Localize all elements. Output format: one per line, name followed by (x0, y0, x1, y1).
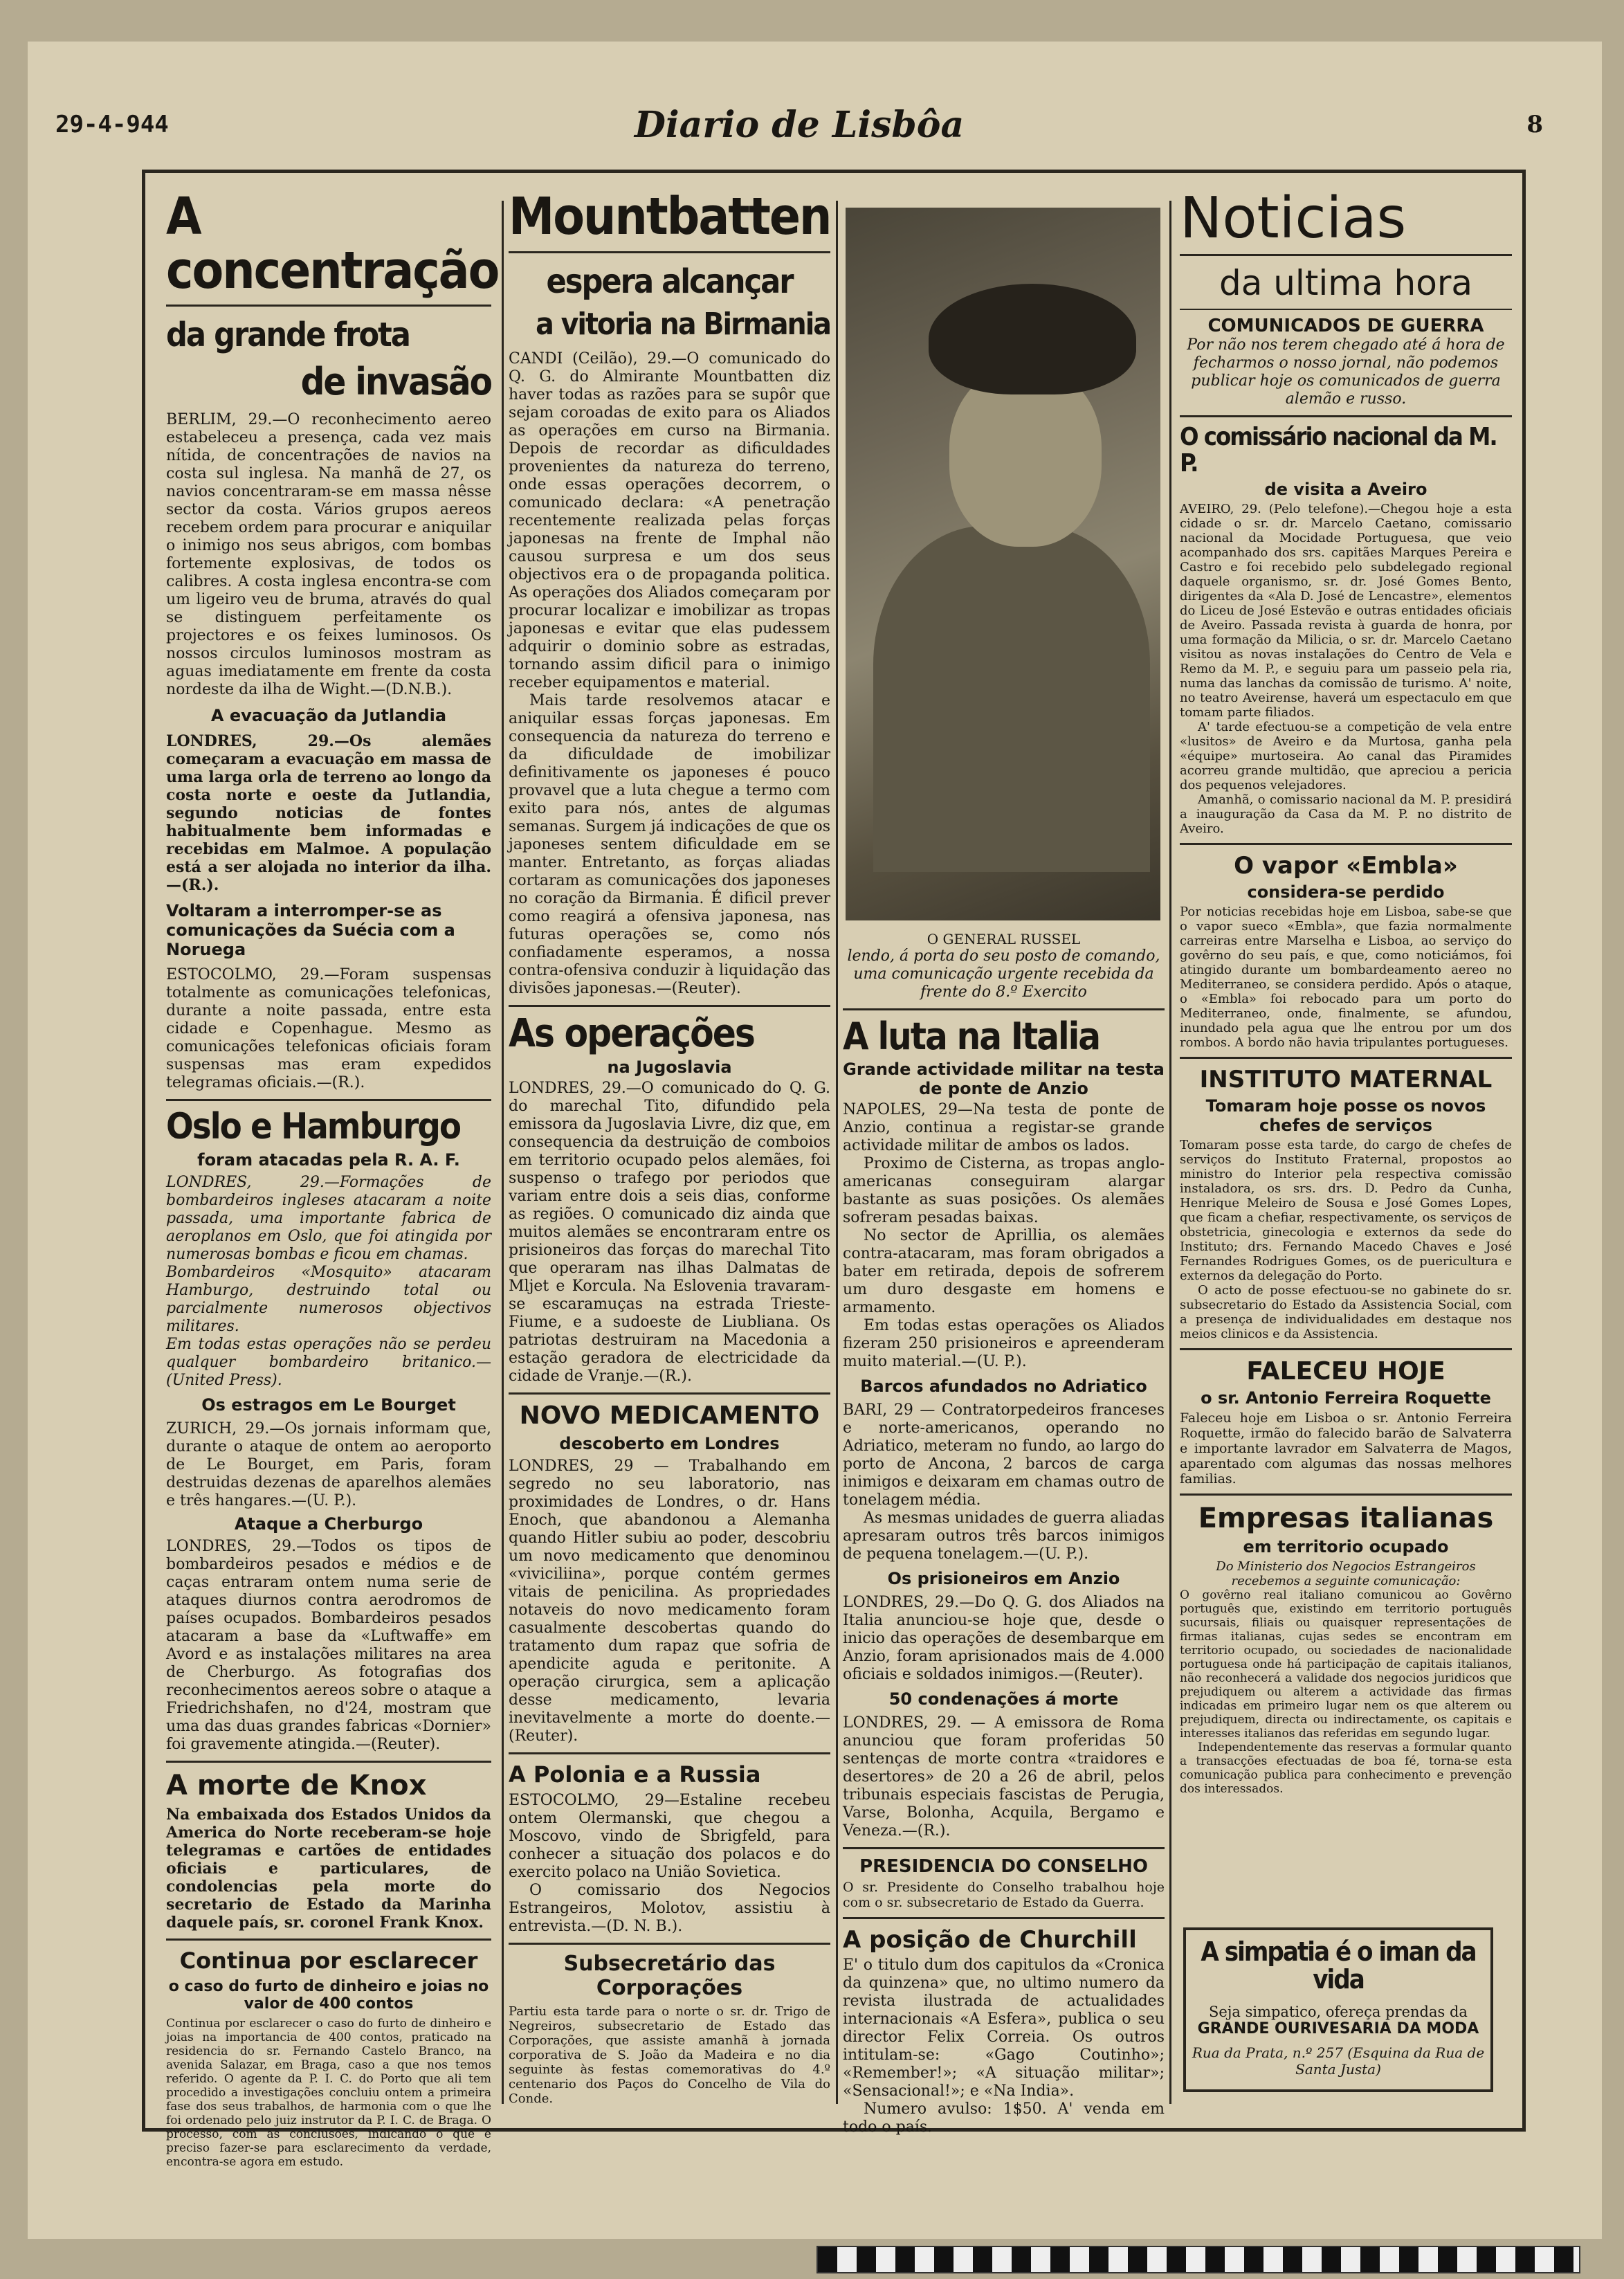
subhead-le-bourget: Os estragos em Le Bourget (201, 1395, 456, 1415)
headline-medicamento: NOVO MEDICAMENTO (519, 1401, 820, 1431)
headline-invasao: de invasão (300, 359, 491, 403)
article-aprillia: No sector de Aprillia, os alemães contra-atacaram, mas foram obrigados a bater em retirada, depois de sofrerem um duro desgaste em homens e armamento. (843, 1226, 1165, 1316)
article-suecia: ESTOCOLMO, 29.—Foram suspensas totalmente as comunicações telefonicas, durante a noite passada, entre esta cidade e Copenhague. Mesmo as comunicações telefonicas oficiais foram suspensas mas eram expedidos telegramas oficiais.—(R.). (166, 966, 491, 1092)
headline-concentracao: A concentração (166, 187, 499, 300)
article-bari: BARI, 29 — Contratorpedeiros franceses e norte-americanos, operando no Adriatico, meteram no fundo, ao largo do porto de Ancona, 2 barcos de carga inimigos e deixaram em chamas outro de tonelagem média. (843, 1401, 1165, 1509)
article-avulso: Numero avulso: 1$50. A' venda em todo o país. (843, 2100, 1165, 2136)
article-medicamento: LONDRES, 29 — Trabalhando em segredo no seu laboratorio, nas proximidades de Londres, o dr. Hans Enoch, que abandonou a Alemanha quando Hitler subiu ao poder, descobriu um novo medicamento que denominou «viviciliina», porque contém germes vitais de penicilina. As propriedades notaveis do novo medicamento foram casualmente descobertas quando do tratamento dum rapaz que sofria de apendicite aguda e peritonite. A operação cirurgica, sem a aplicação desse medicamento, levaria inevitavelmente a morte do doente.—(Reuter). (509, 1458, 830, 1745)
ad-address: Rua da Prata, n.º 257 (Esquina da Rua de Santa Justa) (1192, 2044, 1485, 2078)
masthead (55, 104, 1543, 166)
article-presidencia: O sr. Presidente do Conselho trabalhou hoje com o sr. subsecretario de Estado da Guerra. (843, 1879, 1165, 1910)
column-2 (509, 187, 831, 2107)
article-aveiro: AVEIRO, 29. (Pelo telefone).—Chegou hoje a esta cidade o sr. dr. Marcelo Caetano, comissario nacional da Mocidade Portuguesa, que veio acompanhado dos srs. capitães Marques Pereira e Castro e foi recebido pelo subdelegado regional daquele organismo, sr. dr. José Gomes Bento, dirigentes da «Ala D. José de Lencastre», elementos do Liceu de José Estevão e outras entidades oficiais de Aveiro. Passada revista à guarda de honra, por uma formação da Milicia, o sr. dr. Marcelo Caetano visitou as novas instalações do Centro de Vela e Remo da M. P., e seguiu para um passeio pela ria, numa das lanchas da comissão de turismo. A' noite, no teatro Aveirense, haverá um espectaculo em que tomam parte filiados. (1180, 501, 1512, 720)
subhead-medicamento: descoberto em Londres (559, 1434, 780, 1454)
subhead-furto: o caso do furto de dinheiro e joias no valor de 400 contos (168, 1978, 489, 2013)
article-molotov: O comissario dos Negocios Estrangeiros, Molotov, assistiu à entrevista.—(D. N. B.). (509, 1882, 830, 1936)
subhead-instituto: Tomaram hoje posse os novos chefes de serviços (1205, 1096, 1486, 1135)
headline-luta-italia: A luta na Italia (843, 1015, 1100, 1058)
article-birmania: CANDI (Ceilão), 29.—O comunicado do Q. G. do Almirante Mountbatten diz haver todas as razões para se supôr que sejam coroadas de exito para os Aliados as operações em curso na Birmania. Depois de recordar as dificuldades provenientes da natureza do terreno, onde essas operações decorrem, o comunicado declara: «A penetração recentemente realizada pelas forças japonesas na frente de Imphal não causou surpresa e um dos seus objectivos era o de propaganda politica. As operações dos Aliados começaram por procurar localizar e imobilizar as tropas japonesas e evitar que elas pudessem adquirir o dominio sobre as estradas, tornando assim dificil para o inimigo receber equipamentos e material. (509, 350, 830, 692)
article-condenacoes: LONDRES, 29. — A emissora de Roma anunciou que foram proferidas 50 sentenças de morte contra «traidores e desertores» de 20 a 26 de abril, pelos tribunais especiais fascistas de Perugia, Varse, Bolonha, Acquila, Bergamo e Veneza.—(R.). (843, 1714, 1165, 1840)
subhead-roquette: o sr. Antonio Ferreira Roquette (1201, 1388, 1491, 1408)
subhead-embla: considera-se perdido (1247, 882, 1445, 902)
column-1 (166, 187, 499, 2170)
subhead-suecia-noruega: Voltaram a interromper-se as comunicações da Suécia com a Noruega (166, 901, 455, 960)
column-rule (502, 201, 504, 2104)
column-rule (836, 201, 838, 2104)
article-furto: Continua por esclarecer o caso do furto de dinheiro e joias na importancia de 400 contos, praticado na residencia do sr. Fernando Castelo Branco, na avenida Salazar, em Braga, caso a que nos temos referido. O agente da P. I. C. do Porto que ali tem procedido a investigações concluiu ontem a primeira fase dos seus trabalhos, de harmonia com o que lhe foi ordenado pelo juiz instrutor da P. I. C. de Braga. O processo, com as conclusões, indicando o que é preciso fazer-se para esclarecimento da verdade, encontra-se agora em estudo. (166, 2017, 491, 2170)
article-aveiro-2: A' tarde efectuou-se a competição de vela entre «lusitos» de Aveiro e da Murtosa, ganha pela «équipe» murtoseira. Ao canal das Piramides acorreu grande multidão, que apreciou a pericia dos pequenos velejadores. (1180, 719, 1512, 792)
article-roquette: Faleceu hoje em Lisboa o sr. Antonio Ferreira Roquette, irmão do falecido barão de Salvaterra e importante lavrador em Salvaterra de Magos, aparentado com algumas das nossas melhores familias. (1180, 1410, 1512, 1487)
article-polonia: ESTOCOLMO, 29—Estaline recebeu ontem Olermanski, que chegou a Moscovo, vindo de Sbrigfeld, para conhecer a situação dos polacos e do exercito polaco na União Sovietica. (509, 1792, 830, 1882)
headline-polonia: A Polonia e a Russia (509, 1761, 761, 1788)
article-jutlandia: LONDRES, 29.—Os alemães começaram a evacuação em massa de uma larga orla de terreno ao longo da costa norte e oeste da Jutlandia, segundo noticias de fontes habitualmente bem informadas e recebidas em Malmoe. A população está a ser alojada no interior da ilha.—(R.). (166, 732, 491, 895)
article-embla: Por noticias recebidas hoje em Lisboa, sabe-se que o vapor sueco «Embla», que fazia normalmente carreiras entre Marselha e Lisboa, ao serviço do govêrno do seu país, e que, como noticiámos, foi atingido durante um bombardeamento aereo no Mediterraneo, se considera perdido. Após o ataque, o «Embla» foi rebocado para um porto do Mediterraneo, onde, finalmente, se afundou, inundado pela agua que lhe entrou por um dos rombos. A bordo não havia tripulantes portugueses. (1180, 904, 1512, 1050)
headline-vitoria: a vitoria na Birmania (536, 307, 830, 343)
headline-churchill: A posição de Churchill (843, 1925, 1137, 1954)
article-cisterna: Proximo de Cisterna, as tropas anglo-americanas conseguiram alargar bastante as suas posições. Os alemães sofreram pesadas baixas. (843, 1154, 1165, 1226)
headline-instituto: INSTITUTO MATERNAL (1199, 1065, 1493, 1093)
article-empresas: O govêrno real italiano comunicou ao Govêrno português que, existindo em territorio português sucursais, filiais ou quaisquer representações de firmas italianas, cujas sedes se encontram em territorio ocupado, ou sociedades de nacionalidade portuguesa onde há participação de capitais italianos, não reconhecerá a validade dos negocios juridicos que prejudiquem ou alterem a actividade das firmas indicadas em primeiro lugar nem os que alterem ou prejudiquem, directa ou indirectamente, os capitais e interesses italianos das referidas em segundo lugar. (1180, 1588, 1512, 1741)
subhead-cherburgo: Ataque a Cherburgo (234, 1514, 423, 1534)
subhead-jugoslavia: na Jugoslavia (607, 1057, 732, 1078)
photo-caption: lendo, á porta do seu posto de comando, uma comunicação urgente recebida da frente do 8.º Exercito (847, 947, 1160, 1001)
article-cherburgo: LONDRES, 29.—Todos os tipos de bombardeiros pesados e médios e de caças entraram ontem numa serie de ataques diurnos contra aerodromos de países ocupados. Bombardeiros pesados atacaram a base da «Luftwaffe» em Avord e as instalações militares na area de Cherburgo. As fotografias dos reconhecimentos aereos sobre o ataque a Friedrichshafen, no d'24, mostram que uma das duas grandes fabricas «Dornier» foi gravemente atingida.—(Reuter). (166, 1538, 491, 1754)
article-concentracao: BERLIM, 29.—O reconhecimento aereo estabeleceu a presença, cada vez mais nítida, de concentrações de navios na costa sul inglesa. Na manhã de 27, os navios concentraram-se em massa nêsse sector da costa. Vários grupos aereos recebem ordem para procurar e aniquilar o inimigo nos seus abrigos, com bombas fortemente explosivas, de todos os calibres. A costa inglesa encontra-se com um ligeiro veu de bruma, através do qual se distinguem perfeitamente os projectores e os feixes luminosos. Os nossos circulos luminosos mostram as aguas imediatamente em frente da costa nordeste da ilha de Wight.—(D.N.B.). (166, 411, 491, 699)
headline-embla: O vapor «Embla» (1234, 851, 1458, 880)
ad-store-name: GRANDE OURIVESARIA DA MODA (1197, 2019, 1479, 2037)
headline-operacoes: As operações (509, 1011, 754, 1057)
column-rule (1169, 201, 1171, 2104)
article-comunicados: Por não nos terem chegado até á hora de fecharmos o nosso jornal, não podemos publicar hoje os comunicados de guerra alemão e russo. (1187, 336, 1505, 408)
article-empresas-intro: Do Ministerio dos Negocios Estrangeiros recebemos a seguinte comunicação: (1216, 1559, 1476, 1588)
advertisement-box (1183, 1927, 1493, 2092)
issue-date: 29-4-944 (55, 111, 169, 138)
headline-oslo-hamburgo: Oslo e Hamburgo (166, 1106, 461, 1148)
headline-furto: Continua por esclarecer (179, 1947, 478, 1974)
column-4 (1180, 185, 1512, 1921)
headline-comissario: O comissário nacional da M. P. (1180, 423, 1497, 478)
subhead-adriatico: Barcos afundados no Adriatico (860, 1376, 1147, 1396)
column-3 (843, 931, 1165, 2136)
photo-general-russel (846, 208, 1160, 920)
article-instituto: Tomaram posse esta tarde, do cargo de chefes de serviços do Instituto Fraternal, propostos ao ministro do Interior pela respectiva comissão instaladora, os srs. drs. D. Pedro da Cunha, Henrique Meleiro de Sousa e José Gomes Lopes, que ficam a chefiar, respectivamente, os serviços de obstetricia, ginecologia e externos da sede do Instituto; drs. Fernando Macedo Chaves e José Fernandes Rodrigues Gomes, os de puericultura e externos da delegação do Porto. (1180, 1137, 1512, 1283)
article-napoles: NAPOLES, 29—Na testa de ponte de Anzio, continua a registar-se grande actividade militar de ambos os lados. (843, 1100, 1165, 1154)
article-churchill: E' o titulo dum dos capitulos da «Cronica da quinzena» que, no ultimo numero da revista ilustrada de actualidades internacionais «A Esfera», publica o seu director Felix Correia. Os outros intitulam-se: «Gago Coutinho»; «Remember!»; «A situação militar»; «Sensacional!»; e «Na India». (843, 1956, 1165, 2100)
subhead-condenacoes: 50 condenações á morte (888, 1689, 1119, 1709)
headline-espera: espera alcançar (546, 262, 793, 301)
photo-caption-title: O GENERAL RUSSEL (927, 931, 1081, 947)
subhead-raf: foram atacadas pela R. A. F. (197, 1150, 460, 1170)
article-knox: Na embaixada dos Estados Unidos da America do Norte receberam-se hoje telegramas e cartões de entidades oficiais e particulares, de condolencias pela morte do secretario de Estado da Marinha daquele país, sr. coronel Frank Knox. (166, 1806, 491, 1932)
article-birmania-2: Mais tarde resolvemos atacar e aniquilar essas forças japonesas. Em consequencia da natureza do terreno e da dificuldade de imobilizar definitivamente os japoneses é pouco provavel que a luta chegue a termo com exito para nós, antes de algumas semanas. Surgem já indicações de que os japoneses sentem dificuldade em se manter. Entretanto, as forças aliadas cortaram as comunicações dos japoneses no coração da Birmania. É dificil prever como reagirá a ofensiva japonesa, nas futuras operações se, como nós confiadamente esperamos, a nossa contra-ofensiva conduzir à liquidação das divisões japonesas.—(Reuter). (509, 692, 830, 998)
scan-ruler (816, 2246, 1580, 2273)
headline-ultima-hora: da ultima hora (1219, 263, 1473, 303)
subhead-aveiro: de visita a Aveiro (1264, 479, 1427, 499)
article-mosquito: Bombardeiros «Mosquito» atacaram Hamburgo, destruindo total ou parcialmente numerosos objectivos militares. (166, 1264, 491, 1336)
headline-faleceu: FALECEU HOJE (1246, 1356, 1445, 1386)
article-subsecretario: Partiu esta tarde para o norte o sr. dr. Trigo de Negreiros, subsecretario de Estado das Corporações, que assiste amanhã à jornada corporativa de S. João da Madeira e no dia seguinte às festas comemorativas do 4.º centenario dos Paços do Concelho de Vila do Conde. (509, 2004, 830, 2107)
subhead-anzio: Grande actividade militar na testa de ponte de Anzio (843, 1059, 1165, 1098)
ad-headline: A simpatia é o iman da vida (1201, 1936, 1476, 1995)
article-bari-2: As mesmas unidades de guerra aliadas apresaram outros três barcos inimigos de pequena tonelagem.—(U. P.). (843, 1509, 1165, 1563)
article-instituto-2: O acto de posse efectuou-se no gabinete do sr. subsecretario do Estado da Assistencia Social, com a presença de individualidades em destaque nos meios clinicos e da Assistencia. (1180, 1282, 1512, 1341)
article-anzio: LONDRES, 29.—Do Q. G. dos Aliados na Italia anunciou-se hoje que, desde o inicio das operações de desembarque em Anzio, foram aprisionados mais de 4.000 oficiais e soldados inimigos.—(Reuter). (843, 1593, 1165, 1683)
headline-empresas: Empresas italianas (1198, 1502, 1494, 1534)
headline-morte-knox: A morte de Knox (166, 1770, 427, 1802)
subhead-empresas: em territorio ocupado (1243, 1536, 1449, 1556)
article-oslo: LONDRES, 29.—Formações de bombardeiros ingleses atacaram a noite passada, uma importante fabrica de aeroplanos em Oslo, que foi atingida por numerosas bombas e ficou em chamas. (166, 1174, 491, 1264)
headline-presidencia: PRESIDENCIA DO CONSELHO (859, 1855, 1148, 1877)
article-operacoes-raf: Em todas estas operações não se perdeu qualquer bombardeiro britanico.—(United Press). (166, 1336, 491, 1390)
subhead-prisioneiros-anzio: Os prisioneiros em Anzio (887, 1568, 1120, 1588)
article-aveiro-3: Amanhã, o comissario nacional da M. P. presidirá a inauguração da Casa da M. P. no distrito de Aveiro. (1180, 792, 1512, 836)
headline-subsecretario: Subsecretário das Corporações (563, 1952, 776, 2001)
headline-grande-frota: da grande frota (166, 316, 410, 355)
subhead-comunicados: COMUNICADOS DE GUERRA (1207, 316, 1484, 336)
newspaper-title: Diario de Lisbôa (634, 104, 965, 146)
article-le-bourget: ZURICH, 29.—Os jornais informam que, durante o ataque de ontem ao aeroporto de Le Bourget, em Paris, foram destruidas dezenas de aparelhos alemães e três hangares.—(U. P.). (166, 1420, 491, 1510)
headline-mountbatten: Mountbatten (509, 187, 831, 246)
subhead-jutlandia: A evacuação da Jutlandia (210, 706, 447, 726)
article-prisioneiros: Em todas estas operações os Aliados fizeram 250 prisioneiros e apreenderam muito material.—(U. P.). (843, 1316, 1165, 1370)
ad-line-1: Seja simpatico, ofereça prendas da (1209, 2003, 1468, 2020)
page-number: 8 (1526, 111, 1543, 138)
article-empresas-2: Independentemente das reservas a formular quanto a transacções efectuadas de boa fé, torna-se esta comunicação publica para conhecimento e prevenção dos interessados. (1180, 1740, 1512, 1796)
article-jugoslavia: LONDRES, 29.—O comunicado do Q. G. do marechal Tito, difundido pela emissora da Jugoslavia Livre, diz que, em consequencia da destruição de comboios em territorio ocupado pelos alemães, foi suspenso o trafego por periodos que variam entre dois a seis dias, conforme as regiões. O comunicado diz ainda que muitos alemães se encontraram entre os prisioneiros das forças do marechal Tito que operaram nas ilhas Dalmatas de Mljet e Korcula. Na Eslovenia travaram-se escaramuças na estrada Trieste-Fiume, e a sudoeste de Liubliana. Os patriotas destruiram na Macedonia a estação geradora de electricidade da cidade de Vranje.—(R.). (509, 1080, 830, 1386)
headline-noticias: Noticias (1180, 185, 1407, 251)
